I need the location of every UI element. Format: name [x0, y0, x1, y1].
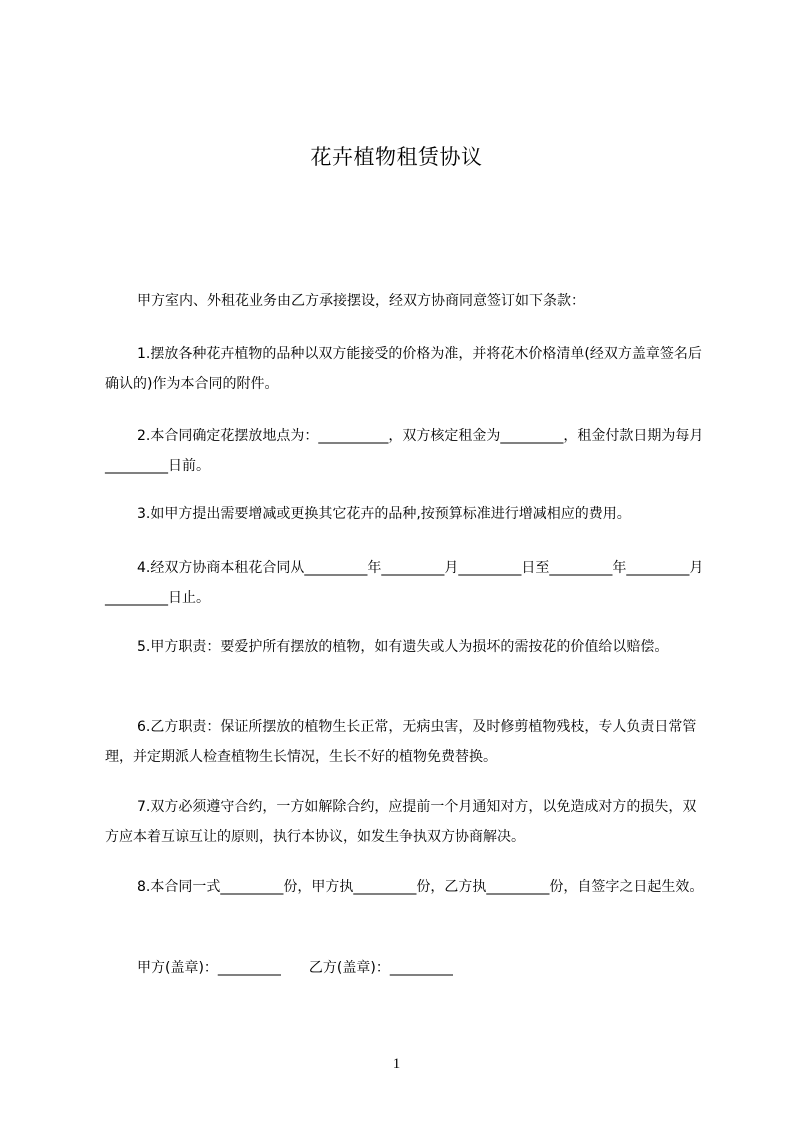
page-number: 1 [392, 1056, 401, 1072]
intro-paragraph: 甲方室内、外租花业务由乙方承接摆设，经双方协商同意签订如下条款： [137, 293, 585, 309]
signature-line: 甲方(盖章)：_________ 乙方(盖章)：_________ [137, 960, 453, 976]
clause-6: 6.乙方职责：保证所摆放的植物生长正常，无病虫害，及时修剪植物残枝，专人负责日常管理，并定期派人检查植物生长情况，生长不好的植物免费替换。 [105, 719, 697, 765]
clause-5: 5.甲方职责：要爱护所有摆放的植物，如有遗失或人为损坏的需按花的价值给以赔偿。 [137, 639, 669, 655]
clause-1: 1.摆放各种花卉植物的品种以双方能接受的价格为准，并将花木价格清单(经双方盖章签名后确认的)作为本合同的附件。 [105, 346, 702, 392]
clause-2: 2.本合同确定花摆放地点为：__________，双方核定租金为_________，租金付款日期为每月_________日前。 [105, 428, 704, 474]
clause-3: 3.如甲方提出需要增减或更换其它花卉的品种,按预算标准进行增减相应的费用。 [137, 506, 631, 522]
clause-7: 7.双方必须遵守合约，一方如解除合约，应提前一个月通知对方，以免造成对方的损失，双方应本着互谅互让的原则，执行本协议，如发生争执双方协商解决。 [105, 799, 697, 845]
document-title: 花卉植物租赁协议 [310, 145, 483, 169]
clause-8: 8.本合同一式_________份，甲方执_________份，乙方执_________份，自签字之日起生效。 [137, 879, 704, 895]
clause-4: 4.经双方协商本租花合同从_________年_________月_________日至_________年_________月_________日止。 [105, 560, 704, 606]
